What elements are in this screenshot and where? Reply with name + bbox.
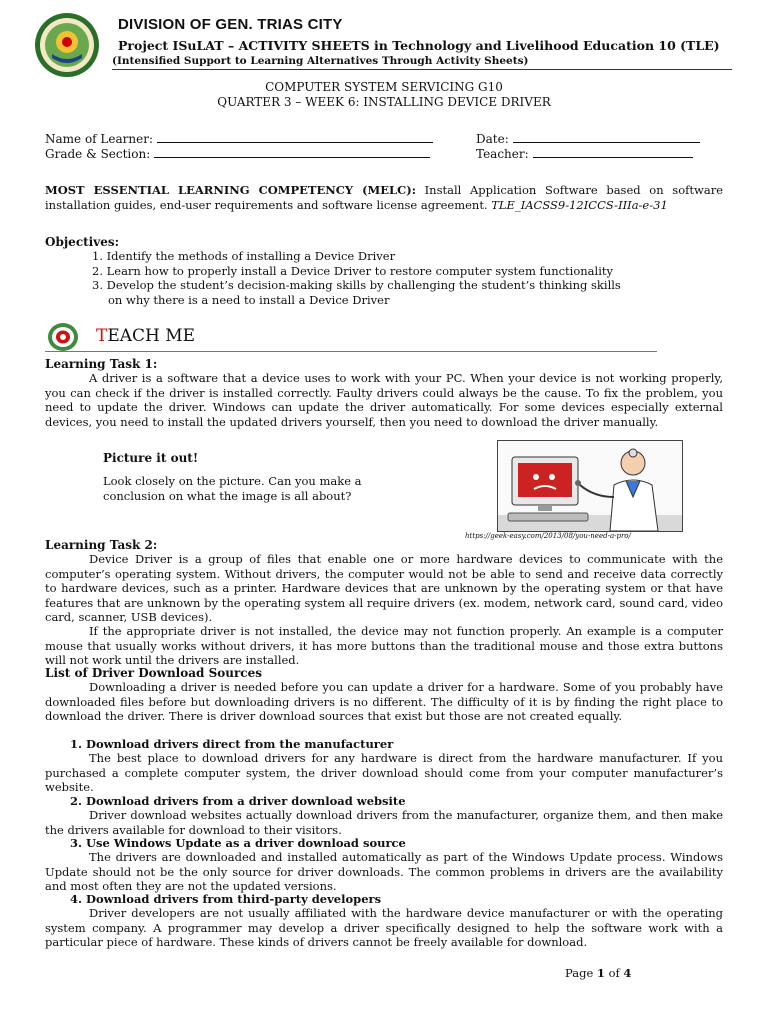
- source-item-title: 3. Use Windows Update as a driver download source: [70, 836, 406, 850]
- melc-label: MOST ESSENTIAL LEARNING COMPETENCY (MELC):: [45, 183, 416, 197]
- image-caption: https://geek-easy.com/2013/08/you-need-a-pro/: [465, 532, 631, 540]
- melc-text: Install Application Software based on software installation guides, end-user requirements and software license agreement.: [45, 183, 723, 212]
- sources-intro: Downloading a driver is needed before you can update a driver for a hardware. Some of you probably have downloaded files before but downloading drivers is no different. The difficulty of it is by finding the right place to download the driver. There is driver download sources that exist but those are not created equally.: [45, 680, 723, 724]
- objective-item: 2. Learn how to properly install a Device Driver to restore computer system functionality: [92, 263, 614, 278]
- task1-body: A driver is a software that a device uses to work with your PC. When your device is not working properly, you can check if the driver is installed correctly. Faulty drivers could always be the cause. To fix the problem, you need to update the driver. Windows can update the driver automatically. For some devices especially external devices, you need to install the updated drivers yourself, then you need to download the driver manually.: [45, 371, 723, 429]
- teacher-field[interactable]: [476, 147, 693, 161]
- name-blank[interactable]: [157, 132, 433, 143]
- page-total: 4: [623, 966, 632, 980]
- task1-heading: Learning Task 1:: [45, 357, 158, 371]
- source-item-body: Driver download websites actually download drivers from the manufacturer, organize them, and then make the drivers available for download to their visitors.: [45, 808, 723, 837]
- page-number: [565, 966, 631, 980]
- page-current: 1: [596, 966, 605, 980]
- objectives-heading: Objectives:: [45, 235, 120, 249]
- source-item-title: 4. Download drivers from third-party developers: [70, 892, 382, 906]
- objective-item: 3. Develop the student’s decision-making skills by challenging the student’s thinking skills: [92, 278, 621, 293]
- division-title: DIVISION OF GEN. TRIAS CITY: [118, 16, 343, 33]
- objectives-list: [92, 249, 732, 307]
- task2-heading: Learning Task 2:: [45, 538, 158, 552]
- sources-heading: List of Driver Download Sources: [45, 666, 262, 680]
- task2-paragraph-1: Device Driver is a group of files that enable one or more hardware devices to communicate with the computer’s operating system. Without drivers, the computer would not be able to send and receive data correctly to hardware devices, such as a printer. Hardware devices that are unknown by the operating system or that have features that are unknown by the operating system all require drivers (ex. modem, network card, sound card, video card, scanner, USB devices).: [45, 552, 723, 625]
- week-title: QUARTER 3 – WEEK 6: INSTALLING DEVICE DRIVER: [217, 95, 551, 109]
- project-subtitle: (Intensified Support to Learning Alternatives Through Activity Sheets): [112, 55, 529, 67]
- name-field[interactable]: [45, 132, 433, 146]
- source-item-body: The drivers are downloaded and installed automatically as part of the Windows Update process. Windows Update should not be the only source for driver downloads. The common problems in drivers are the availability and most often they are not the updated versions.: [45, 850, 723, 894]
- source-item-body: The best place to download drivers for any hardware is direct from the hardware manufacturer. If you purchased a complete computer system, the driver download should come from your computer manufacturer’s website.: [45, 751, 723, 795]
- teach-first-letter: T: [96, 326, 108, 346]
- teach-me-heading: [96, 326, 195, 346]
- date-field[interactable]: [476, 132, 700, 146]
- source-item-body: Driver developers are not usually affiliated with the hardware device manufacturer or with the operating system company. A programmer may develop a driver specifically designed to help the software work with a particular piece of hardware. These kinds of drivers cannot be freely available for download.: [45, 906, 723, 950]
- source-item-title: 1. Download drivers direct from the manufacturer: [70, 737, 394, 751]
- date-blank[interactable]: [513, 132, 700, 143]
- page-of: of: [604, 966, 624, 980]
- name-label: Name of Learner:: [45, 132, 153, 146]
- grade-field[interactable]: [45, 147, 430, 161]
- division-seal-icon: [34, 12, 100, 78]
- picture-heading: Picture it out!: [103, 451, 199, 465]
- target-icon: [47, 322, 79, 352]
- project-title: [118, 38, 720, 53]
- grade-label: Grade & Section:: [45, 147, 151, 161]
- teacher-label: Teacher:: [476, 147, 529, 161]
- course-title: COMPUTER SYSTEM SERVICING G10: [265, 80, 503, 94]
- melc-code: TLE_IACSS9-12ICCS-IIIa-e-31: [491, 197, 668, 212]
- source-item-title: 2. Download drivers from a driver download website: [70, 794, 406, 808]
- doctor-computer-illustration: [497, 440, 683, 532]
- header-divider: [112, 69, 732, 70]
- page-prefix: Page: [565, 966, 597, 980]
- date-label: Date:: [476, 132, 509, 146]
- teacher-blank[interactable]: [533, 147, 693, 158]
- teach-divider: [45, 351, 657, 352]
- objective-item: 1. Identify the methods of installing a Device Driver: [92, 249, 396, 263]
- objective-item: on why there is a need to install a Device Driver: [108, 292, 390, 307]
- grade-blank[interactable]: [154, 147, 430, 158]
- teach-rest: EACH ME: [107, 326, 196, 346]
- project-description: – ACTIVITY SHEETS in Technology and Livelihood Education 10 (TLE): [223, 38, 720, 53]
- project-name: Project ISuLAT: [118, 38, 224, 53]
- picture-text: Look closely on the picture. Can you make a conclusion on what the image is all about?: [103, 474, 362, 503]
- melc-paragraph: [45, 183, 723, 212]
- task2-paragraph-2: If the appropriate driver is not installed, the device may not function properly. An example is a computer mouse that usually works without drivers, it has more buttons than the traditional mouse and those extra buttons will not work until the drivers are installed.: [45, 624, 723, 668]
